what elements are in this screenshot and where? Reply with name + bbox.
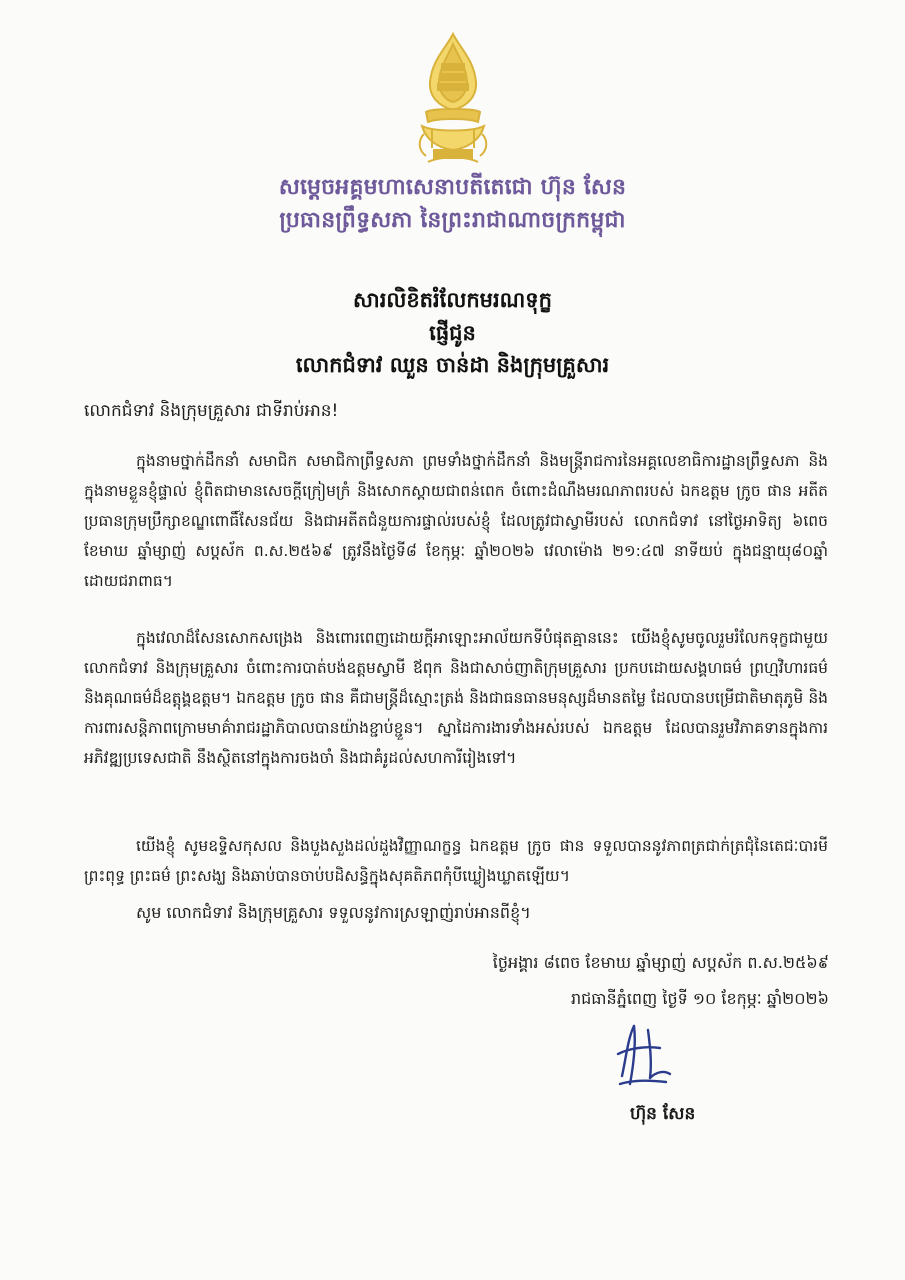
body-paragraph: ក្នុងវេលាដ៏សែនសោកសង្រេង និងពោរពេញដោយក្ដីអាឡោះអាល័យកទីបំផុតគ្មាននេះ យើងខ្ញុំសូមចូលរួមរំលែកទុក្ខជាមួយ លោកជំទាវ និងក្រុមគ្រួសារ ចំពោះការបាត់បង់ឧត្តមស្វាមី ឪពុក និងជាសាច់ញាតិក្រុមគ្រួសារ ប្រកបដោយសង្គហធម៌ ព្រហ្មវិហារធម៌ និងគុណធម៌ដ៏ឧត្តុង្គឧត្តម។ ឯកឧត្ដម ក្រូច ផាន គឺជាមន្ត្រីដ៏ស្មោះត្រង់ និងជាធនធានមនុស្សដ៏មានតម្លៃ ដែលបានបម្រើជាតិមាតុភូមិ និងការពារសន្តិភាពក្រោមមាគ៌ារាជរដ្ឋាភិបាលបានយ៉ាងខ្ជាប់ខ្ជួន។ ស្នាដៃការងារទាំងអស់របស់ ឯកឧត្ដម ដែលបានរួមវិភាគទានក្នុងការអភិវឌ្ឍប្រទេសជាតិ នឹងស្ថិតនៅក្នុងការចងចាំ និងជាគំរូដល់សហការីរៀងទៅ។ bbox=[84, 628, 828, 767]
salutation: លោកជំទាវ និងក្រុមគ្រួសារ ជាទីរាប់អាន! bbox=[84, 401, 339, 421]
letter-recipient: លោកជំទាវ ឈួន ចាន់ដា និងក្រុមគ្រួសារ bbox=[295, 353, 610, 377]
place-date: រាជធានីភ្នំពេញ ថ្ងៃទី ១០ ខែកុម្ភៈ ឆ្នាំ២០២៦ bbox=[570, 989, 829, 1008]
closing-line: សូម លោកជំទាវ និងក្រុមគ្រួសារ ទទួលនូវការស្រឡាញ់រាប់អានពីខ្ញុំ។ bbox=[136, 903, 531, 922]
lunar-date: ថ្ងៃអង្គារ ៨ពេច ខែមាឃ ឆ្នាំម្សាញ់ សប្តស័ក ព.ស.២៥៦៩ bbox=[492, 953, 829, 972]
letter-title-to: ផ្ញើជូន bbox=[429, 321, 476, 345]
senate-emblem-icon bbox=[412, 30, 494, 170]
signer-name: ហ៊ុន សែន bbox=[630, 1104, 696, 1124]
body-paragraph: ក្នុងនាមថ្នាក់ដឹកនាំ សមាជិក សមាជិកាព្រឹទ្ធសភា ព្រមទាំងថ្នាក់ដឹកនាំ និងមន្ត្រីរាជការនៃអគ្គលេខាធិការដ្ឋានព្រឹទ្ធសភា និងក្នុងនាមខ្លួនខ្ញុំផ្ទាល់ ខ្ញុំពិតជាមានសេចក្ដីក្រៀមក្រំ និងសោកស្ដាយជាពន់ពេក ចំពោះដំណឹងមរណភាពរបស់ ឯកឧត្ដម ក្រូច ផាន អតីតប្រធានក្រុមប្រឹក្សាខណ្ឌពោធិ៍សែនជ័យ និងជាអតីតជំនួយការផ្ទាល់របស់ខ្ញុំ ដែលត្រូវជាស្វាមីរបស់ លោកជំទាវ នៅថ្ងៃអាទិត្យ ៦ពេច ខែមាឃ ឆ្នាំម្សាញ់ សប្តស័ក ព.ស.២៥៦៩ ត្រូវនឹងថ្ងៃទី៨ ខែកុម្ភៈ ឆ្នាំ២០២៦ វេលាម៉ោង ២១:៤៧ នាទីយប់ ក្នុងជន្មាយុ៨០ឆ្នាំ ដោយជរាពាធ។ bbox=[84, 451, 828, 590]
header-subtitle: ប្រធានព្រឹទ្ធសភា នៃព្រះរាជាណាចក្រកម្ពុជា bbox=[279, 208, 626, 233]
header-title: សម្ដេចអគ្គមហាសេនាបតីតេជោ ហ៊ុន សែន bbox=[278, 175, 627, 200]
handwritten-signature bbox=[612, 1018, 674, 1090]
letter-title: សារលិខិតរំលែកមរណទុក្ខ bbox=[353, 288, 552, 312]
body-paragraph: យើងខ្ញុំ សូមឧទ្ទិសកុសល និងបួងសួងដល់ដួងវិញ្ញាណក្ខន្ធ ឯកឧត្ដម ក្រូច ផាន ទទួលបាននូវភាពត្រជាក់ត្រជុំនៃតេជៈបារមីព្រះពុទ្ធ ព្រះធម៌ ព្រះសង្ឃ និងឆាប់បានចាប់បដិសន្ធិក្នុងសុគតិភពកុំបីឃ្លៀងឃ្លាតឡើយ។ bbox=[84, 836, 828, 885]
